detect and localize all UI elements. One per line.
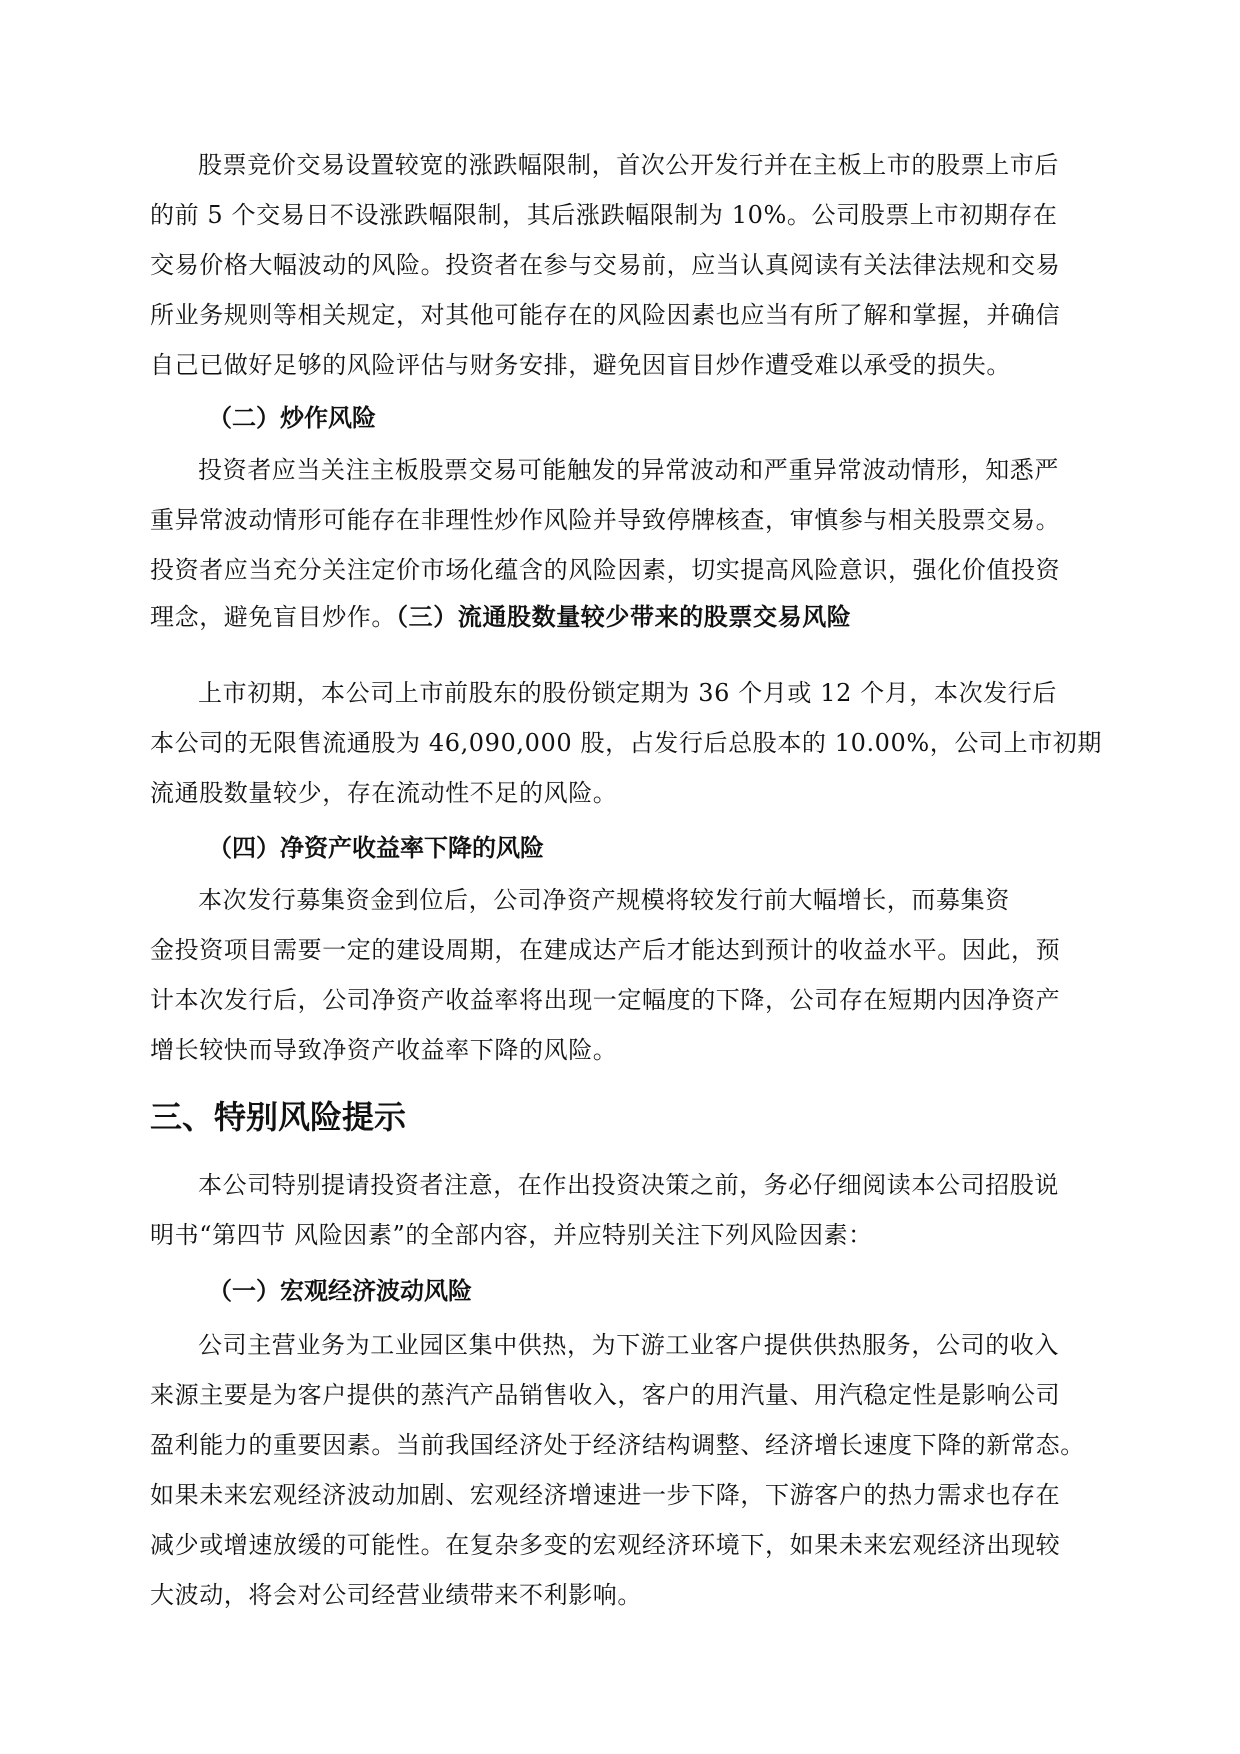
paragraph-line <box>150 602 851 632</box>
paragraph-line: 来源主要是为客户提供的蒸汽产品销售收入，客户的用汽量、用汽稳定性是影响公司 <box>150 1381 1061 1409</box>
paragraph-line: 交易价格大幅波动的风险。投资者在参与交易前，应当认真阅读有关法律法规和交易 <box>150 251 1061 279</box>
paragraph-line: 如果未来宏观经济波动加剧、宏观经济增速进一步下降，下游客户的热力需求也存在 <box>150 1481 1061 1509</box>
paragraph-line: 增长较快而导致净资产收益率下降的风险。 <box>150 1036 618 1064</box>
paragraph-line: 本公司的无限售流通股为 46,090,000 股，占发行后总股本的 10.00%，公司上市初期 <box>150 729 1103 757</box>
section-heading-float: （三）流通股数量较少带来的股票交易风险 <box>396 602 852 631</box>
paragraph-line: 投资者应当充分关注定价市场化蕴含的风险因素，切实提高风险意识，强化价值投资 <box>150 556 1061 584</box>
paragraph-line: 股票竞价交易设置较宽的涨跌幅限制，首次公开发行并在主板上市的股票上市后 <box>198 151 1059 179</box>
paragraph-text: 理念，避免盲目炒作。 <box>150 603 396 631</box>
paragraph-line: 流通股数量较少，存在流动性不足的风险。 <box>150 779 618 807</box>
paragraph-line: 重异常波动情形可能存在非理性炒作风险并导致停牌核查，审慎参与相关股票交易。 <box>150 506 1061 534</box>
paragraph-line: 的前 5 个交易日不设涨跌幅限制，其后涨跌幅限制为 10%。公司股票上市初期存在 <box>150 201 1058 229</box>
paragraph-line: 金投资项目需要一定的建设周期，在建成达产后才能达到预计的收益水平。因此，预 <box>150 936 1061 964</box>
paragraph-line: 减少或增速放缓的可能性。在复杂多变的宏观经济环境下，如果未来宏观经济出现较 <box>150 1531 1061 1559</box>
chapter-heading-special-risk: 三、特别风险提示 <box>150 1098 407 1136</box>
paragraph-line: 计本次发行后，公司净资产收益率将出现一定幅度的下降，公司存在短期内因净资产 <box>150 986 1061 1014</box>
paragraph-line: 盈利能力的重要因素。当前我国经济处于经济结构调整、经济增长速度下降的新常态。 <box>150 1431 1085 1459</box>
paragraph-line: 所业务规则等相关规定，对其他可能存在的风险因素也应当有所了解和掌握，并确信 <box>150 301 1061 329</box>
paragraph-line: 本次发行募集资金到位后，公司净资产规模将较发行前大幅增长，而募集资 <box>198 886 1010 914</box>
section-heading-speculation: （二）炒作风险 <box>208 403 376 432</box>
paragraph-line: 大波动，将会对公司经营业绩带来不利影响。 <box>150 1581 642 1609</box>
section-heading-roe: （四）净资产收益率下降的风险 <box>208 833 544 862</box>
paragraph-line: 投资者应当关注主板股票交易可能触发的异常波动和严重异常波动情形，知悉严 <box>198 456 1059 484</box>
paragraph-line: 上市初期，本公司上市前股东的股份锁定期为 36 个月或 12 个月，本次发行后 <box>198 679 1057 707</box>
paragraph-line: 自己已做好足够的风险评估与财务安排，避免因盲目炒作遭受难以承受的损失。 <box>150 351 1011 379</box>
paragraph-line: 公司主营业务为工业园区集中供热，为下游工业客户提供供热服务，公司的收入 <box>198 1331 1059 1359</box>
paragraph-line: 明书“第四节 风险因素”的全部内容，并应特别关注下列风险因素： <box>150 1221 873 1249</box>
section-heading-macro: （一）宏观经济波动风险 <box>208 1276 472 1305</box>
paragraph-line: 本公司特别提请投资者注意，在作出投资决策之前，务必仔细阅读本公司招股说 <box>198 1171 1059 1199</box>
